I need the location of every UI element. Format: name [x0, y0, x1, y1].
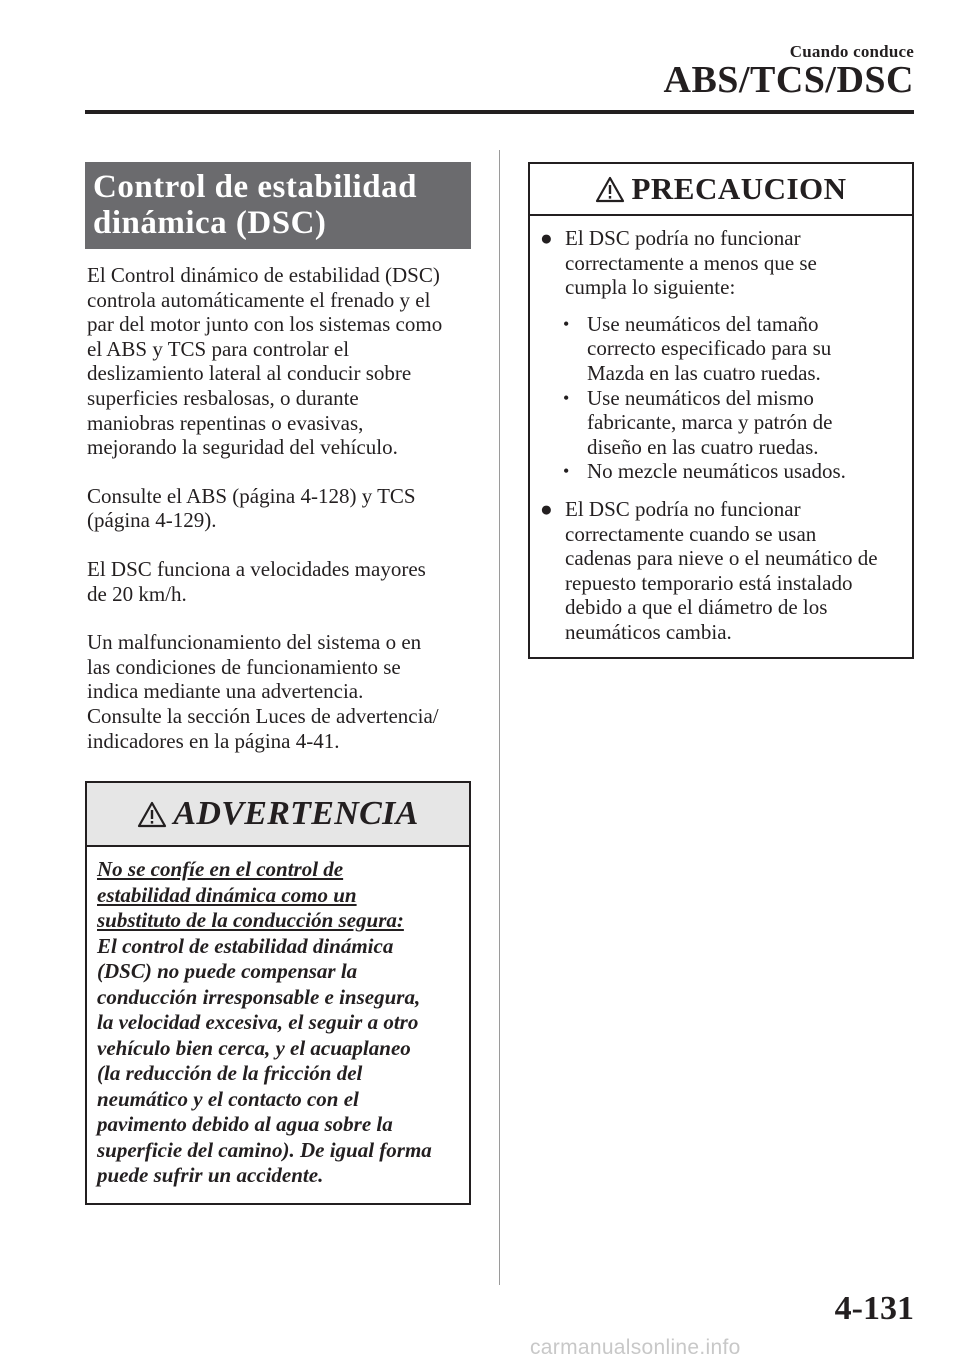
page-number: 4-131	[834, 1290, 914, 1327]
paragraph-intro	[85, 263, 471, 460]
text-line: (página 4-129).	[87, 508, 217, 533]
sub-bullet-glyph: •	[563, 461, 570, 482]
caution-sub-bullet	[563, 312, 904, 386]
warning-title: ADVERTENCIA	[173, 795, 419, 833]
text-line: Consulte el ABS (página 4-128) y TCS	[87, 483, 416, 508]
text-line: neumático y el contacto con el	[97, 1086, 359, 1111]
paragraph-reference	[85, 484, 471, 533]
text-line: correcto especificado para su	[587, 336, 832, 361]
text-line: diseño en las cuatro ruedas.	[587, 434, 819, 459]
text-line: (la reducción de la fricción del	[97, 1061, 363, 1086]
text-line: No mezcle neumáticos usados.	[587, 459, 846, 484]
text-line: El Control dinámico de estabilidad (DSC)	[87, 263, 440, 287]
sub-bullet-glyph: •	[563, 313, 570, 334]
warning-triangle-icon	[137, 801, 167, 828]
bullet-text	[565, 497, 878, 645]
bullet-glyph: ●	[540, 496, 553, 521]
header-chapter: Cuando conduce	[789, 42, 914, 61]
text-line: Use neumáticos del mismo	[587, 385, 814, 410]
text-line: las condiciones de funcionamiento se	[87, 654, 401, 679]
text-line: controla automáticamente el frenado y el	[87, 287, 431, 312]
warning-lead	[97, 857, 459, 934]
text-line: (DSC) no puede compensar la	[97, 959, 358, 984]
text-line: el ABS y TCS para controlar el	[87, 336, 350, 361]
text-line: superficie del camino). De igual forma	[97, 1137, 432, 1162]
caution-sub-bullet	[563, 459, 904, 484]
text-line: vehículo bien cerca, y el acuaplaneo	[97, 1035, 411, 1060]
text-line: superficies resbalosas, o durante	[87, 385, 359, 410]
warning-body	[87, 847, 469, 1203]
text-line: neumáticos cambia.	[565, 619, 732, 644]
text-line: indicadores en la página 4-41.	[87, 728, 340, 753]
sub-bullet-text	[587, 459, 846, 484]
sub-bullet-glyph: •	[563, 387, 570, 408]
text-line: indica mediante una advertencia.	[87, 679, 364, 704]
caution-bullet	[538, 497, 904, 645]
text-line: cadenas para nieve o el neumático de	[565, 546, 878, 571]
text-line: par del motor junto con los sistemas como	[87, 312, 443, 337]
text-line: El DSC podría no funcionar	[565, 226, 801, 250]
text-line: repuesto temporario está instalado	[565, 570, 853, 595]
caution-bullet	[538, 226, 904, 300]
paragraph-malfunction	[85, 630, 471, 753]
text-line: fabricante, marca y patrón de	[587, 410, 833, 435]
text-line: Use neumáticos del tamaño	[587, 311, 819, 336]
bullet-text	[565, 226, 817, 300]
header-rule	[85, 110, 914, 114]
caution-header	[530, 164, 912, 216]
text-line: de 20 km/h.	[87, 581, 187, 606]
banner-line-2: dinámica (DSC)	[93, 205, 327, 241]
bullet-glyph: ●	[540, 226, 553, 250]
caution-title: PRECAUCION	[631, 171, 847, 206]
text-line: debido a que el diámetro de los	[565, 595, 828, 620]
caution-box	[528, 162, 914, 659]
text-line: Consulte la sección Luces de advertencia/	[87, 703, 439, 728]
text-line: correctamente a menos que se	[565, 250, 817, 275]
text-line: El control de estabilidad dinámica	[97, 933, 394, 958]
warning-triangle-icon	[595, 176, 625, 203]
text-line: substituto de la conducción segura:	[97, 908, 404, 933]
text-line: pavimento debido al agua sobre la	[97, 1112, 393, 1137]
text-line: cumpla lo siguiente:	[565, 275, 736, 300]
text-line: estabilidad dinámica como un	[97, 882, 357, 907]
watermark: carmanualsonline.info	[530, 1336, 741, 1359]
warning-box	[85, 781, 471, 1205]
text-line: No se confíe en el control de	[97, 857, 344, 882]
text-line: la velocidad excesiva, el seguir a otro	[97, 1010, 419, 1035]
text-line: mejorando la seguridad del vehículo.	[87, 435, 398, 460]
header-section-title: ABS/TCS/DSC	[663, 59, 914, 101]
column-divider	[499, 150, 500, 1285]
text-line: conducción irresponsable e insegura,	[97, 984, 421, 1009]
left-column	[85, 162, 471, 1205]
paragraph-speed	[85, 557, 471, 606]
text-line: deslizamiento lateral al conducir sobre	[87, 361, 412, 386]
text-line: puede sufrir un accidente.	[97, 1163, 324, 1188]
text-line: correctamente cuando se usan	[565, 521, 817, 546]
section-banner	[85, 162, 471, 249]
text-line: Mazda en las cuatro ruedas.	[587, 360, 821, 385]
text-line: maniobras repentinas o evasivas,	[87, 410, 364, 435]
text-line: El DSC podría no funcionar	[565, 496, 801, 521]
text-line: El DSC funciona a velocidades mayores	[87, 556, 426, 581]
text-line: Un malfuncionamiento del sistema o en	[87, 630, 422, 655]
right-column	[528, 162, 914, 659]
sub-bullet-text	[587, 386, 832, 460]
warning-header	[87, 783, 469, 847]
sub-bullet-text	[587, 312, 831, 386]
banner-line-1: Control de estabilidad	[93, 169, 417, 205]
caution-body	[530, 216, 912, 657]
caution-sub-bullet	[563, 386, 904, 460]
